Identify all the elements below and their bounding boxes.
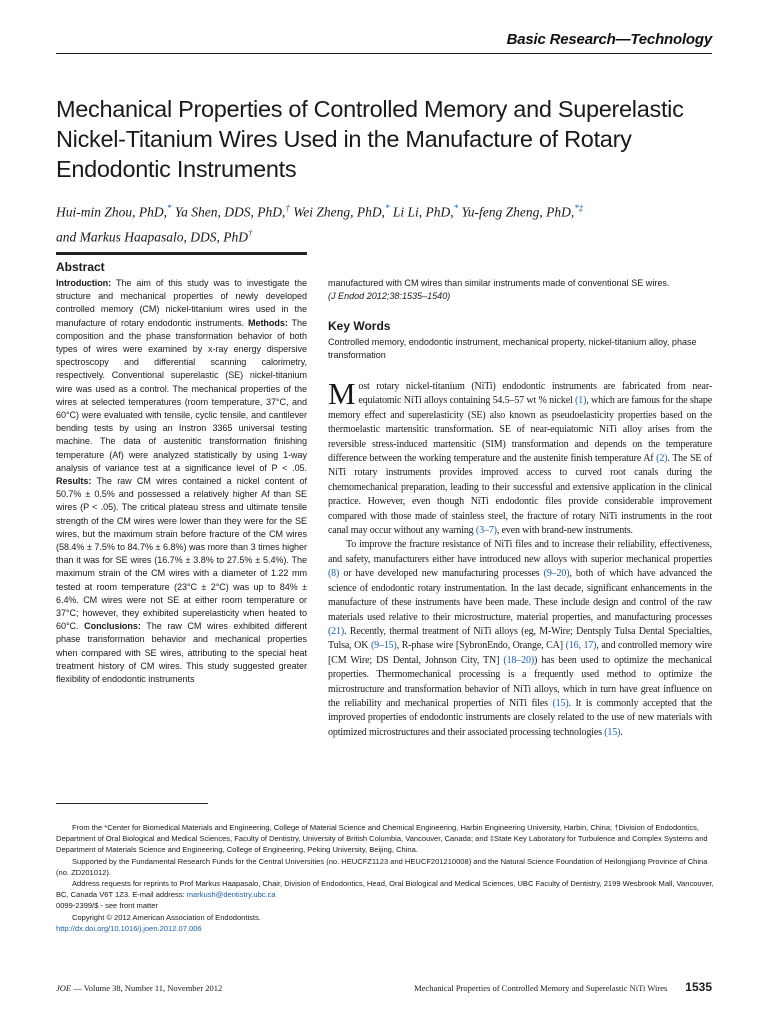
conclusions-text: The raw CM wires exhibited different phase transformation behavior and mechanical properties when compared with SE wires, attributing to the special heat treatment history of CM wires. This study suggested greater flexibility of endodontic instruments <box>56 621 308 685</box>
abstract-continuation <box>328 277 712 303</box>
reference-link[interactable]: (16, 17) <box>565 640 597 652</box>
body-text-run: . The SE of NiTi rotary instruments provides improved access to curved root canals during the chemomechanical preparation, leading to their successful and extensive application in the clinical practice. However, even though NiTi endodontic files provide considerable improvement compared with those made of stainless steel, the fracture of rotary NiTi instruments in the root canal may occur without any warning <box>328 453 713 537</box>
author-name: Yu-feng Zheng, PhD, <box>458 204 575 220</box>
reference-link[interactable]: (2) <box>656 453 668 465</box>
article-title: Mechanical Properties of Controlled Memory and Superelastic Nickel-Titanium Wires Used in the Manufacture of Rotary Endodontic Instruments <box>56 96 684 182</box>
conclusions-label: Conclusions: <box>84 621 141 632</box>
body-text-run: . <box>620 726 623 738</box>
affiliation-mark[interactable]: † <box>248 227 253 238</box>
affiliation-mark[interactable]: *‡ <box>574 203 584 213</box>
author-line-1 <box>56 198 720 223</box>
email-link[interactable]: markush@dentistry.ubc.ca <box>186 890 276 900</box>
body-text-run: , and controlled memory wire [CM Wire; DS Dental, Johnson City, TN] <box>328 640 712 666</box>
body-text-run: ost rotary nickel-titanium (NiTi) endodontic instruments are fabricated from near-equiatomic NiTi alloys containing 54.5–57 wt % nickel <box>358 381 712 407</box>
section-label: Basic Research—Technology <box>506 31 712 48</box>
author-name: Li Li, PhD, <box>389 204 454 220</box>
address-text: Address requests for reprints to Prof Markus Haapasalo, Chair, Division of Endodontics, Head, Oral Biological and Medical Sciences, UBC Faculty of Dentistry, 2199 Wesbrook Mall, Vancouver, BC, Canada V6T 1Z3. E-mail address: <box>56 879 714 900</box>
author-list <box>56 198 720 247</box>
doi-link[interactable]: http://dx.doi.org/10.1016/j.joen.2012.07.006 <box>56 923 202 933</box>
body-text-run: ) has been used to optimize the mechanical properties. Thermomechanical processing is a frequently used method to optimize the microstructure and transformation behavior of NiTi alloys, which in turn have great influence on the reliability and mechanical properties of NiTi files <box>328 654 712 709</box>
body-paragraph-1 <box>328 376 713 538</box>
keywords-text: Controlled memory, endodontic instrument, mechanical property, nickel-titanium alloy, phase transformation <box>328 337 697 361</box>
results-label: Results: <box>56 476 92 487</box>
abstract-heading: Abstract <box>56 260 105 274</box>
intro-label: Introduction: <box>56 278 112 288</box>
methods-text: The composition and the phase transformation behavior of both types of wires were examined by x-ray energy dispersive spectroscopy and differential scanning calorimetry, respectively. Conventional superelastic (SE) nickel-titanium wire was used as a control. The mechanical properties of the wires at selected temperatures (room temperature, 37°C, and 60°C) were evaluated with tensile, cyclic tensile, and cantilever bending tests by using an Instron 3365 universal testing machine. The data of austenitic transformation finishing temperature (Af) were analyzed statistically by using 1-way analysis of variance test at a significance level of P < .05. <box>56 317 307 473</box>
doi-link-line <box>56 923 716 934</box>
reference-link[interactable]: (15) <box>552 697 569 709</box>
reference-link[interactable]: (8) <box>328 568 340 580</box>
affiliation-mark[interactable]: * <box>453 203 459 213</box>
body-text-run: , both of which have advanced the science of endodontic rotary instrumentation. In the last decade, significant enhancements in the manufacture of these instruments have been made. These include design and control of the raw materials used relative to their microstructure, material properties, and manufacturing processes <box>328 568 712 623</box>
article-body <box>328 376 713 740</box>
journal-abbrev: JOE <box>56 983 72 993</box>
body-text-run: . Recently, thermal treatment of NiTi alloys (eg, M-Wire; Dentsply Tulsa Dental Specialties, Tulsa, OK <box>328 625 712 652</box>
body-paragraph-2 <box>328 538 712 740</box>
footnote-rule <box>56 803 208 804</box>
body-text-run: , which are famous for the shape memory effect and superelasticity (SE) also known as pseudoelasticity properties based on the thermoelastic martensitic transformation. SE of near-equiatomic NiTi alloy arises from the reversible stress-induced martensitic (SIM) transformation and depends on the temperature difference between the working temperature and the austenite finish temperature Af <box>328 395 712 465</box>
reference-link[interactable]: (3–7) <box>475 525 497 537</box>
abstract-continuation-text: manufactured with CM wires than similar instruments made of conventional SE wires. <box>328 278 670 288</box>
running-title: Mechanical Properties of Controlled Memory and Superelastic NiTi Wires <box>414 983 668 993</box>
drop-cap: M <box>328 376 356 411</box>
volume-info: — Volume 38, Number 11, November 2012 <box>71 983 223 993</box>
header-rule <box>56 53 712 54</box>
reference-link[interactable]: (1) <box>575 395 587 407</box>
abstract-text <box>56 277 307 686</box>
affiliations-note: From the *Center for Biomedical Materials and Engineering, College of Material Science and Chemical Engineering, Harbin Engineering University, Harbin, China; †Division of Endodontics, Department of Oral Biological and Medical Sciences, Faculty of Dentistry, University of British Columbia, Vancouver, Canada; and ‡State Key Laboratory for Turbulence and Complex Systems and Department of Materials Science and Engineering, College of Engineering, Peking University, Beijing, China. <box>56 823 708 855</box>
reference-link[interactable]: (15) <box>604 726 621 738</box>
address-note <box>56 878 716 900</box>
author-name: and Markus Haapasalo, DDS, PhD <box>56 229 248 244</box>
intro-text: The aim of this study was to investigate the structure and mechanical properties of newly developed controlled memory (CM) nickel-titanium wires used in the manufacture of rotary endodontic instruments. <box>56 278 307 328</box>
results-text: The raw CM wires contained a nickel content of 50.7% ± 0.5% and possessed a relatively higher Af than SE wires (P < .05). The critical plateau stress and ultimate tensile strength of the CM wires were lower than they were for the SE wires, but the maximum strain before fracture of the CM wires (58.4% ± 7.5% to 84.7% ± 6.8%) was more than 3 times higher than it was for SE wires (16.7% ± 3.8% to 27.5% ± 5.4%). The maximum strain of the CM wires with a diameter of 1.22 mm tested at room temperature (23°C ± 2°C) was up to 84% ± 6.4%. CM wires were not SE at either room temperature or 37°C; however, they exhibited superelasticity when heated to 60°C. <box>56 476 307 632</box>
author-line-2 <box>56 223 720 248</box>
body-text-run: or have developed new manufacturing processes <box>339 568 544 580</box>
support-note: Supported by the Fundamental Research Funds for the Central Universities (no. HEUCFZ1123 and HEUCF201210008) and the Natural Science Foundation of Heilongjiang Province of China (no. ZD201012). <box>56 856 708 877</box>
affiliation-mark[interactable]: † <box>285 203 290 213</box>
body-text-run: . It is commonly accepted that the improved properties of endodontic instruments are closely related to the use of new materials with optimized microstructures and their associated processing technologies <box>328 697 712 738</box>
reference-link[interactable]: (18–20) <box>503 654 535 666</box>
body-text-run: , even with brand-new instruments. <box>496 525 633 537</box>
affiliation-mark[interactable]: * <box>167 203 172 213</box>
footnotes <box>56 822 716 934</box>
footer-journal-info <box>56 983 222 993</box>
reference-link[interactable]: (21) <box>328 625 345 637</box>
keywords-heading: Key Words <box>328 319 391 333</box>
abstract-rule <box>56 252 307 255</box>
reference-link[interactable]: (9–20) <box>543 568 570 580</box>
methods-label: Methods: <box>248 317 288 328</box>
affiliation-mark[interactable]: * <box>385 203 390 213</box>
author-name: Wei Zheng, PhD, <box>289 204 386 220</box>
issn-note: 0099-2399/$ - see front matter <box>56 901 158 911</box>
journal-citation: (J Endod 2012;38:1535–1540) <box>328 291 451 302</box>
footer-running-title <box>414 980 712 994</box>
author-name: Hui-min Zhou, PhD, <box>56 204 167 220</box>
page-number: 1535 <box>685 980 712 994</box>
author-name: Ya Shen, DDS, PhD, <box>171 204 286 220</box>
reference-link[interactable]: (9–15) <box>370 640 397 652</box>
body-text-run: , R-phase wire [SybronEndo, Orange, CA] <box>396 640 566 652</box>
copyright-note: Copyright © 2012 American Association of Endodontists. <box>72 912 261 922</box>
body-text-run: To improve the fracture resistance of NiTi files and to increase their reliability, effectiveness, and safety, manufacturers either have introduced new alloys with superior mechanical properties <box>328 539 712 565</box>
